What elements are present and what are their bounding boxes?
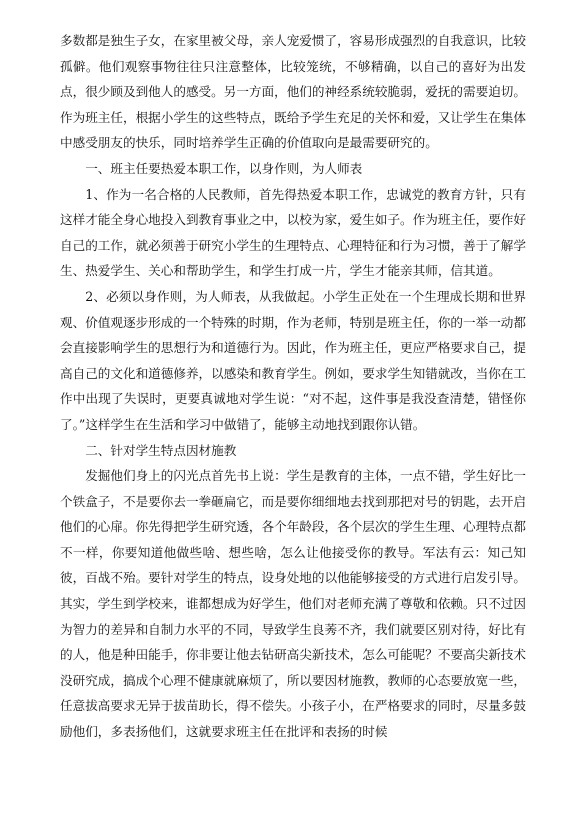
section-heading-2: 二、针对学生特点因材施教 [85, 442, 237, 458]
section-heading-1: 一、班主任要热爱本职工作，以身作则，为人师表 [85, 160, 363, 176]
paragraph-1: 多数都是独生子女，在家里被父母，亲人宠爱惯了，容易形成强烈的自我意识，比较孤僻。他们观察事物往往只注意整体，比较笼统，不够精确，以自己的喜好为出发点，很少顾及到他人的感受。另一方面，他们的神经系统较脆弱，爱抚的需要迫切。作为班主任，根据小学生的这些特点，既给予学生充足的关怀和爱，又让学生在集体中感受朋友的快乐，同时培养学生正确的价值取向是最需要研究的。 [60, 33, 526, 151]
paragraph-3: 2、必须以身作则，为人师表，从我做起。小学生正处在一个生理成长期和世界观、价值观逐步形成的一个特殊的时期，作为老师，特别是班主任，你的一举一动都会直接影响学生的思想行为和道德行为。因此，作为班主任，更应严格要求自己，提高自己的文化和道德修养，以感染和教育学生。例如，要求学生知错就改，当你在工作中出现了失误时，更要真诚地对学生说：“对不起，这件事是我没查清楚，错怪你了。”这样学生在生活和学习中做错了，能够主动地找到跟你认错。 [60, 288, 526, 432]
paragraph-4: 发掘他们身上的闪光点首先书上说：学生是教育的主体，一点不错，学生好比一个铁盒子，不是要你去一拳砸扁它，而是要你细细地去找到那把对号的钥匙，去开启他们的心扉。你先得把学生研究透，各个年龄段，各个层次的学生生理、心理特点都不一样，你要知道他做些啥、想些啥，怎么让他接受你的教导。军法有云：知己知彼，百战不殆。要针对学生的特点，设身处地的以他能够接受的方式进行启发引导。其实，学生到学校来，谁都想成为好学生，他们对老师充满了尊敬和依赖。只不过因为智力的差异和自制力水平的不同，导致学生良莠不齐，我们就要区别对待，好比有的人，他是种田能手，你非要让他去钻研高尖新技术，怎么可能呢？不要高尖新技术没研究成，搞成个心理不健康就麻烦了，所以要因材施教，教师的心态要放宽一些，任意拔高要求无异于拔苗助长，得不偿失。小孩子小，在严格要求的同时，尽量多鼓励他们，多表扬他们，这就要求班主任在批评和表扬的时候 [60, 468, 526, 740]
paragraph-2: 1、作为一名合格的人民教师，首先得热爱本职工作，忠诚党的教育方针，只有这样才能全身心地投入到教育事业之中，以校为家，爱生如子。作为班主任，要作好自己的工作，就必须善于研究小学生的生理特点、心理特征和行为习惯，善于了解学生、热爱学生、关心和帮助学生，和学生打成一片，学生才能亲其师，信其道。 [60, 186, 526, 279]
